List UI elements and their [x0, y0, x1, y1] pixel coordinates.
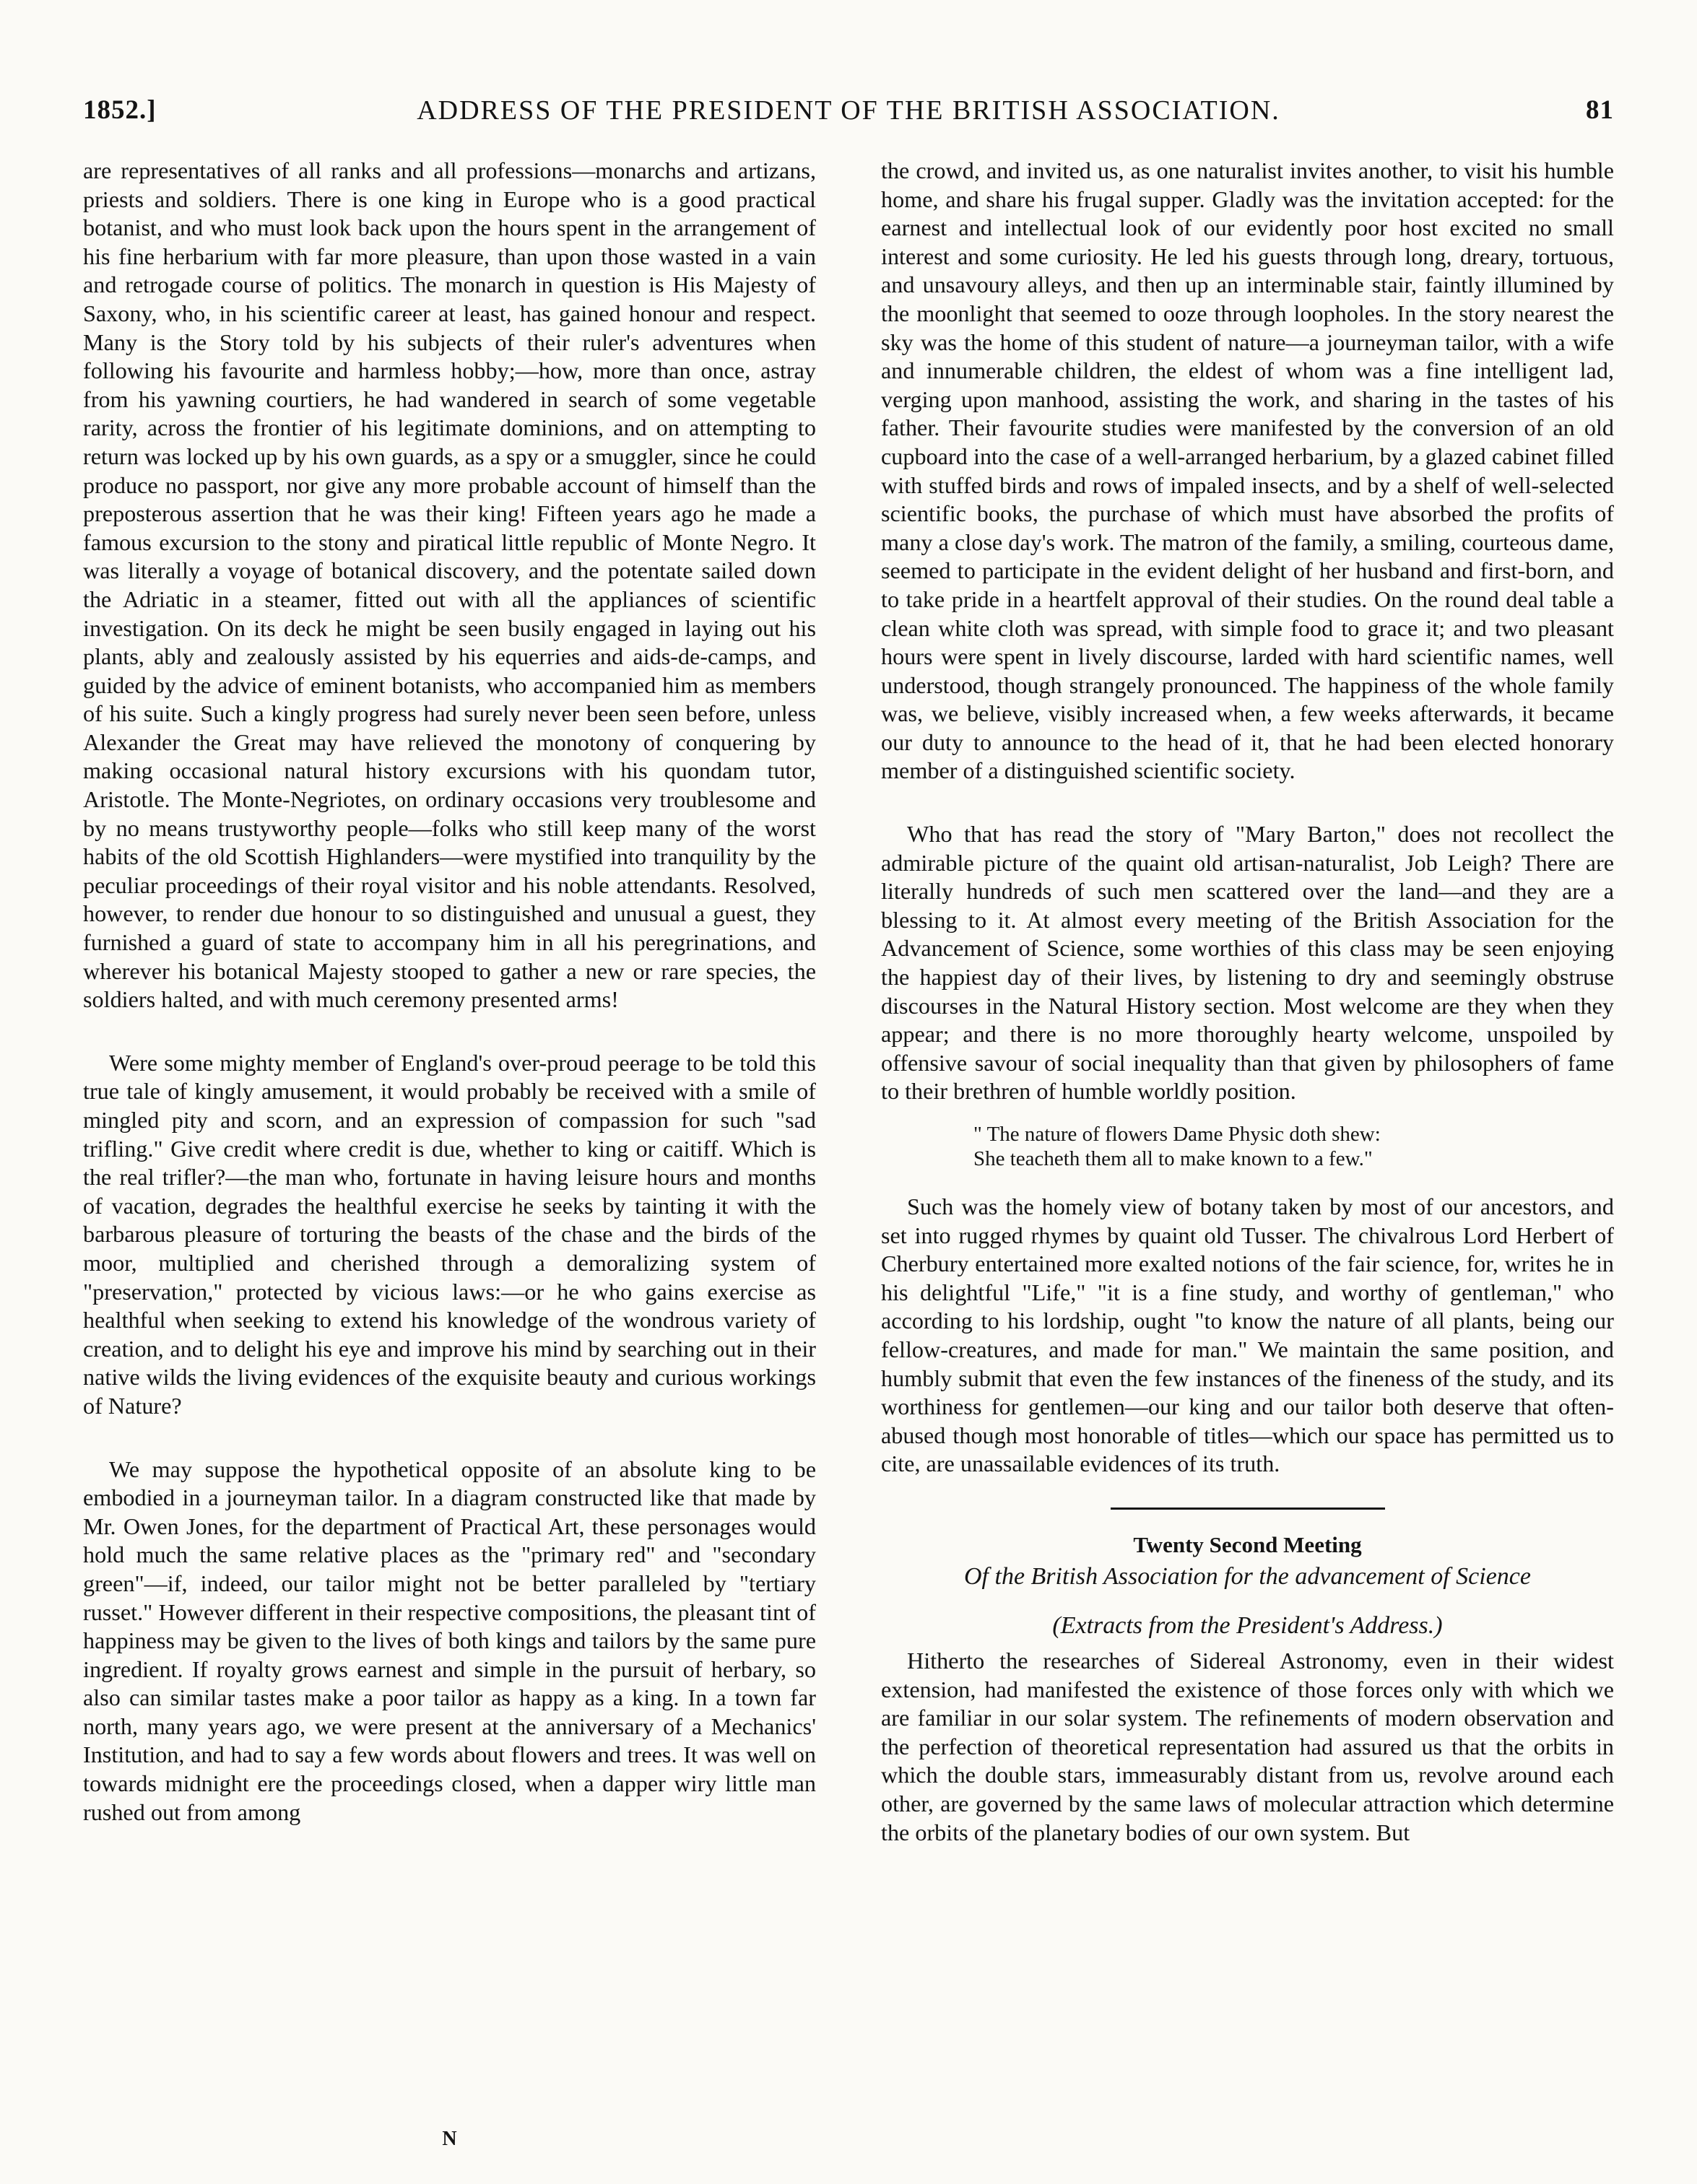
- quote-line: She teacheth them all to make known to a few.": [973, 1147, 1373, 1170]
- signature-mark: N: [442, 2128, 457, 2150]
- paragraph-gap: [83, 1014, 816, 1049]
- header-year: 1852.]: [83, 95, 157, 125]
- running-head: [83, 90, 1614, 134]
- meeting-subheading: Of the British Association for the advancement of Science: [964, 1562, 1531, 1590]
- quote-line: " The nature of flowers Dame Physic doth shew:: [973, 1123, 1381, 1146]
- paragraph-tusser: Such was the homely view of botany taken by most of our ancestors, and set into rugged rhymes by quaint old Tusser. The chivalrous Lord Herbert of Cherbury entertained more exalted notions of the fair science, for, writes he in his delightful "Life," "it is a fine study, and worthy of gentleman," who according to his lordship, ought "to know the nature of all plants, being our fellow-creatures, and made for man." We maintain the same position, and humbly submit that even the few instances of the fineness of the study, and its worthiness for gentlemen—our king and our tailor both deserve that often-abused though most honorable of titles—which our space has permitted us to cite, are unassailable evidences of its truth.: [881, 1193, 1614, 1477]
- section-divider: [1111, 1508, 1385, 1510]
- meeting-heading: Twenty Second Meeting: [1133, 1531, 1362, 1557]
- paragraph-gap: [881, 786, 1614, 820]
- paragraph-sidereal: Hitherto the researches of Sidereal Astronomy, even in their widest extension, had manifested the existence of those forces only with which we are familiar in our solar system. The refinements of modern observation and the perfection of theoretical representation had assured us that the orbits in which the double stars, immeasurably distant from us, revolve around each other, are governed by the same laws of molecular attraction which determine the orbits of the planetary bodies of our own system. But: [881, 1647, 1614, 1845]
- page-number: 81: [1586, 95, 1614, 125]
- paragraph-tailor: We may suppose the hypothetical opposite of an absolute king to be embodied in a journeyman tailor. In a diagram constructed like that made by Mr. Owen Jones, for the department of Practical Art, these personages would hold much the same relative places as the "primary red" and "secondary green"—if, indeed, our tailor might not be better paralleled by "tertiary russet." However different in their respective compositions, the pleasant tint of happiness may be given to the lives of both kings and tailors by the same pure ingredient. If royalty grows earnest and simple in the pursuit of herbary, so also can similar tastes make a poor tailor as happy as a king. In a town far north, many years ago, we were present at the anniversary of a Mechanics' Institution, and had to say a few words about flowers and trees. It was well on towards midnight ere the proceedings closed, when a dapper wiry little man rushed out from among: [83, 1456, 816, 1825]
- header-title: ADDRESS OF THE PRESIDENT OF THE BRITISH ASSOCIATION.: [417, 95, 1280, 126]
- paragraph-saxony: are representatives of all ranks and all professions—monarchs and artizans, priests and soldiers. There is one king in Europe who is a good practical botanist, and who must look back upon the hours spent in the arrangement of his fine herbarium with far more pleasure, than upon those wasted in a vain and retrogade course of politics. The monarch in question is His Majesty of Saxony, who, in his scientific career at least, has gained honour and respect. Many is the Story told by his subjects of their ruler's adventures when following his favourite and harmless hobby;—how, more than once, astray from his yawning courtiers, he had wandered in search of some vegetable rarity, across the frontier of his legitimate dominions, and on attempting to return was locked up by his own guards, as a spy or a smuggler, since he could produce no passport, nor give any more probable account of himself than the preposterous assertion that he was their king! Fifteen years ago he made a famous excursion to the stony and piratical little republic of Monte Negro. It was literally a voyage of botanical discovery, and the potentate sailed down the Adriatic in a steamer, fitted out with all the appliances of scientific investigation. On its deck he might be seen busily engaged in laying out his plants, ably and zealously assisted by his equerries and aids-de-camps, and guided by the advice of eminent botanists, who accompanied him as members of his suite. Such a kingly progress had surely never been seen before, unless Alexander the Great may have relieved the monotony of conquering by making occasional natural history excursions with his quondam tutor, Aristotle. The Monte-Negriotes, on ordinary occasions very troublesome and by no means trustyworthy people—folks who still keep many of the worst habits of the old Scottish Highlanders—were mystified into tranquility by the peculiar proceedings of their royal visitor and his noble attendants. Resolved, however, to render due honour to so distinguished and unusual a guest, they furnished a guard of state to accompany him in all his peregrinations, and wherever his botanical Majesty stooped to gather a new or rare species, the soldiers halted, and with much ceremony presented arms!: [83, 157, 816, 1013]
- paragraph-peerage: Were some mighty member of England's over-proud peerage to be told this true tale of kingly amusement, it would probably be received with a smile of mingled pity and scorn, and an expression of compassion for such "sad trifling." Give credit where credit is due, whether to king or caitiff. Which is the real trifler?—the man who, fortunate in having leisure hours and months of vacation, degrades the healthful exercise he seeks by tainting it with the barbarous pleasure of torturing the beasts of the chase and the birds of the moor, multiplied and cherished through a demoralizing system of "preservation," protected by vicious laws:—or he who gains exercise as healthful when seeking to extend his knowledge of the wondrous variety of creation, and to delight his eye and improve his mind by searching out in their native wilds the living evidences of the exquisite beauty and curious workings of Nature?: [83, 1049, 816, 1419]
- paragraph-mary-barton: Who that has read the story of "Mary Barton," does not recollect the admirable picture of the quaint old artisan-naturalist, Job Leigh? There are literally hundreds of such men scattered over the land—and they are a blessing to it. At almost every meeting of the British Association for the Advancement of Science, some worthies of this class may be seen enjoying the happiest day of their lives, by listening to dry and seemingly obstruse discourses in the Natural History section. Most welcome are they when they appear; and there is no more thoroughly hearty welcome, unspoiled by offensive savour of social inequality than that given by philosophers of fame to their brethren of humble worldly position.: [881, 821, 1614, 1105]
- meeting-extract-note: (Extracts from the President's Address.): [1052, 1611, 1443, 1639]
- paragraph-gap: [83, 1421, 816, 1456]
- left-column: [83, 157, 816, 1827]
- paragraph-crowd: the crowd, and invited us, as one naturalist invites another, to visit his humble home, and share his frugal supper. Gladly was the invitation accepted: for the earnest and intellectual look of our evidently poor host excited no small interest and some curiosity. He led his guests through long, dreary, tortuous, and unsavoury alleys, and then up an interminable stair, faintly illumined by the moonlight that seemed to ooze through loopholes. In the story nearest the sky was the home of this student of nature—a journeyman tailor, with a wife and innumerable children, the eldest of whom was a fine intelligent lad, verging upon manhood, assisting the work, and sharing in the tastes of his father. Their favourite studies were manifested by the conversion of an old cupboard into the case of a well-arranged herbarium, by a glazed cabinet filled with stuffed birds and rows of impaled insects, and by a shelf of well-selected scientific books, the purchase of which must have absorbed the profits of many a close day's work. The matron of the family, a smiling, courteous dame, seemed to participate in the evident delight of her husband and first-born, and to take pride in a heartfelt approval of their studies. On the round deal table a clean white cloth was spread, with simple food to grace it; and two pleasant hours were spent in lively discourse, larded with hard scientific names, well understood, though strangely pronounced. The happiness of the whole family was, we believe, visibly increased when, a few weeks afterwards, it became our duty to announce to the head of it, that he had been elected honorary member of a distinguished scientific society.: [881, 157, 1614, 784]
- document-page: [83, 90, 1614, 2155]
- verse-quote: [881, 1122, 1614, 1171]
- right-column: [881, 157, 1614, 1847]
